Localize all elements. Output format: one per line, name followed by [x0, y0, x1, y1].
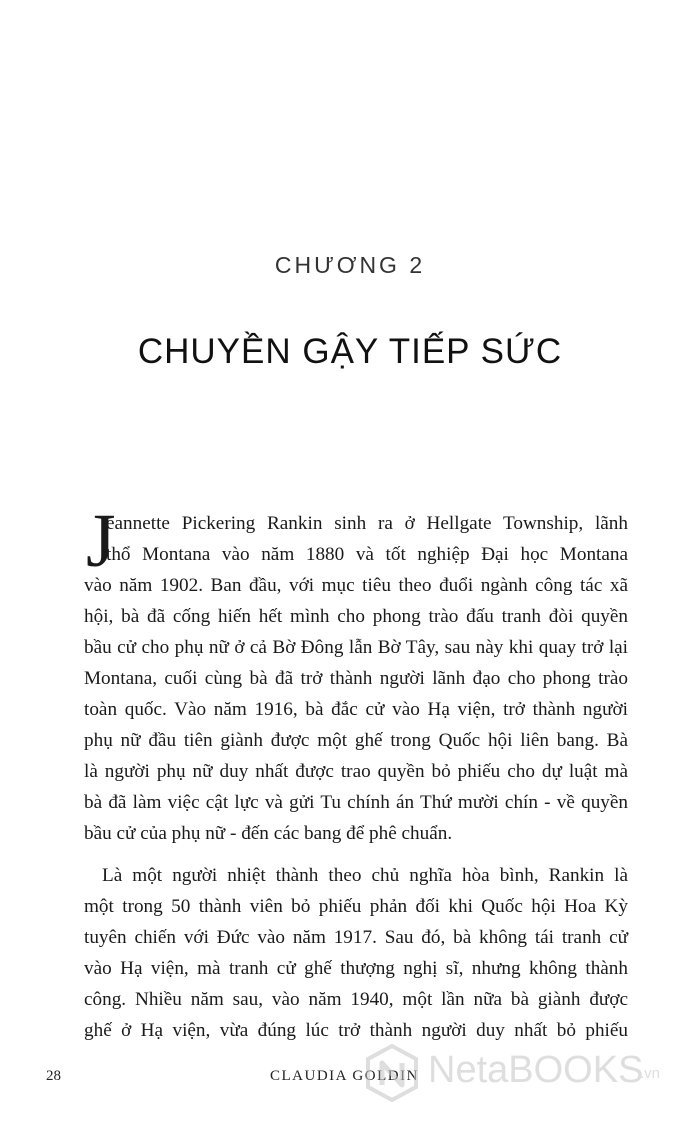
paragraph-1: [84, 508, 628, 849]
paragraph-line: công. Nhiều năm sau, vào năm 1940, một lần nữa bà giành được: [84, 989, 628, 1010]
paragraph-line: bà đã làm việc cật lực và gửi Tu chính án Thứ mười chín - về quyền: [84, 792, 628, 813]
running-footer-author: CLAUDIA GOLDIN: [270, 1068, 419, 1084]
paragraph-line: ghế ở Hạ viện, vừa đúng lúc trở thành người duy nhất bỏ phiếu: [84, 1020, 628, 1041]
paragraph-line: bầu cử cho phụ nữ ở cả Bờ Đông lẫn Bờ Tây, sau này khi quay trở lại: [84, 637, 628, 658]
watermark-text: NetaBOOKS: [428, 1049, 644, 1091]
paragraph-line: một trong 50 thành viên bỏ phiếu phản đối khi Quốc hội Hoa Kỳ: [84, 896, 628, 917]
paragraph-line: vào Hạ viện, mà tranh cử ghế thượng nghị sĩ, nhưng không thành: [84, 958, 628, 979]
page-number: 28: [46, 1068, 61, 1084]
paragraph-line: là người phụ nữ duy nhất được trao quyền bỏ phiếu cho dự luật mà: [84, 761, 628, 782]
paragraph-line: eannette Pickering Rankin sinh ra ở Hellgate Township, lãnh: [106, 513, 628, 534]
watermark-suffix: .vn: [640, 1065, 661, 1082]
drop-cap-letter: J: [86, 499, 116, 583]
chapter-label: CHƯƠNG 2: [274, 252, 426, 278]
publisher-watermark: [362, 1043, 682, 1103]
paragraph-line: tuyên chiến với Đức vào năm 1917. Sau đó, bà không tái tranh cử: [84, 927, 628, 948]
paragraph-line: Montana, cuối cùng bà đã trở thành người lãnh đạo cho phong trào: [84, 668, 628, 689]
chapter-title: CHUYỀN GẬY TIẾP SỨC: [137, 332, 563, 371]
paragraph-line: Là một người nhiệt thành theo chủ nghĩa hòa bình, Rankin là: [102, 865, 628, 886]
paragraph-line: thổ Montana vào năm 1880 và tốt nghiệp Đại học Montana: [106, 544, 628, 565]
hexagon-n-logo-icon: [362, 1043, 422, 1103]
paragraph-line: toàn quốc. Vào năm 1916, bà đắc cử vào Hạ viện, trở thành người: [84, 699, 628, 720]
paragraph-line: phụ nữ đầu tiên giành được một ghế trong Quốc hội liên bang. Bà: [84, 730, 628, 751]
paragraph-line: hội, bà đã cống hiến hết mình cho phong trào đấu tranh đòi quyền: [84, 606, 628, 627]
paragraph-2: [84, 860, 628, 1046]
paragraph-line: bầu cử của phụ nữ - đến các bang để phê chuẩn.: [84, 823, 453, 844]
paragraph-line: vào năm 1902. Ban đầu, với mục tiêu theo đuổi ngành công tác xã: [84, 575, 628, 596]
